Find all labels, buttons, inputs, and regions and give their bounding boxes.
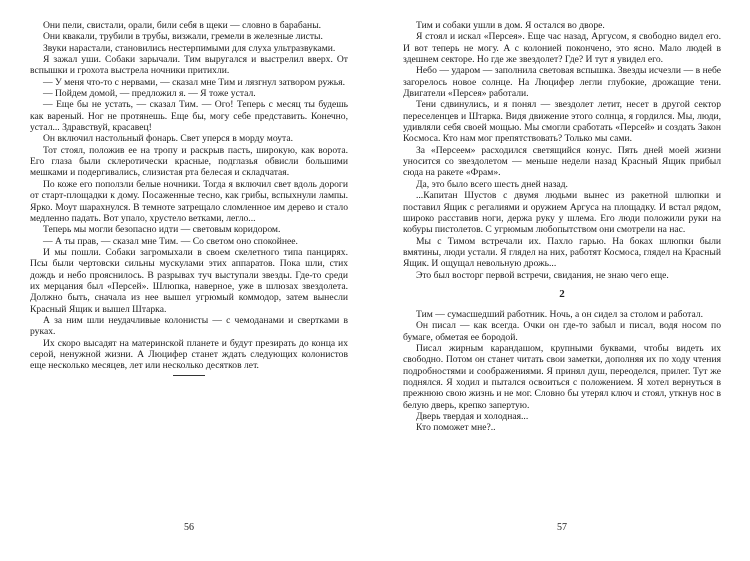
paragraph: Тим — сумасшедший работник. Ночь, а он сидел за столом и работал. <box>416 308 703 320</box>
section-end-rule <box>173 375 205 376</box>
paragraph: Писал жирным карандашом, крупными буквами, чтобы видеть их свободно. Потом он станет читать свои заметки, дополняя их по ходу чтения подробностями и соображениями. Я принял душ, переоделся, прилег. Тут же поднялся. Я ходил и пытался освоиться с положением. Я хотел вернуться в прежнюю свою жизнь и не мог. Словно бы утерял ключ и стоял, уткнув нос в белую дверь, крепко запертую. <box>403 342 721 411</box>
chapter-number: 2 <box>559 287 565 300</box>
paragraph: Тот стоял, положив ее на тропу и раскрыв пасть, широкую, как ворота. Его глаза были склеротически красные, подглазья обвисли большими мешками и подергивались, слизистая рта белесая и складчатая. <box>30 144 348 179</box>
paragraph: Их скоро высадят на материнской планете и будут презирать до конца их серой, ненужной жизни. А Люцифер станет ждать следующих колонистов еще несколько месяцев, лет или несколько десятков лет. <box>30 337 348 372</box>
paragraph: Кто поможет мне?.. <box>416 422 496 434</box>
paragraph: Они квакали, трубили в трубы, визжали, гремели в железные листы. <box>43 31 323 43</box>
page-number-left: 56 <box>184 522 194 533</box>
paragraph: Он писал — как всегда. Очки он где-то забыл и писал, водя носом по бумаге, обметая ее бородой. <box>403 320 721 343</box>
paragraph: — У меня что-то с нервами, — сказал мне Тим и лязгнул затвором ружья. <box>43 76 345 88</box>
right-page-text <box>403 20 721 434</box>
page-number-right: 57 <box>557 522 567 533</box>
paragraph: — Пойдем домой, — предложил я. — Я тоже устал. <box>43 88 256 100</box>
paragraph: По коже его поползли белые ночники. Тогда я включил свет вдоль дороги от старт-площадки к дому. Посаженные тесно, как грибы, вспыхнули лампы. Ярко. Моут шарахнулся. В темноте затрещало сломленное им дерево и стало медленно падать. Вот упало, хрустело ветками, легло... <box>30 178 348 224</box>
paragraph: Я стоял и искал «Персея». Еще час назад, Аргусом, я свободно видел его. И вот теперь не могу. А с колонией покончено, это ясно. Мало людей в здешнем секторе. Но где же звездолет? Где? И тут я увидел его. <box>403 31 721 66</box>
paragraph: ...Капитан Шустов с двумя людьми вынес из ракетной шлюпки и поставил Ящик с регалиями и оружием Аргуса на площадку. И встал рядом, широко расставив ноги, держа руку у шлема. Его люди положили руки на кобуры пистолетов. С угрюмым любопытством они смотрели на нас. <box>403 190 721 236</box>
paragraph: Теперь мы могли безопасно идти — световым коридором. <box>43 224 281 236</box>
paragraph: И мы пошли. Собаки загромыхали в своем скелетного типа панцирях. Псы были чертовски сильны мускулами этих аппаратов. Пока шли, стих дождь и небо прояснилось. В разрывах туч выступали звезды. Где-то среди их мерцания был «Персей». Шлюпка, наверное, уже в шлюзах звездолета. Должно быть, сначала из нее вышел угрюмый коммодор, затем вынесли Красный Ящик и вышел Штарка. <box>30 246 348 315</box>
paragraph: Я зажал уши. Собаки зарычали. Тим выругался и выстрелил вверх. От вспышки и грохота выстрела ночники притихли. <box>30 54 348 77</box>
paragraph: Это был восторг первой встречи, свидания, не знаю чего еще. <box>416 269 669 281</box>
paragraph: Они пели, свистали, орали, били себя в щеки — словно в барабаны. <box>43 20 322 31</box>
paragraph: За «Персеем» расходился светящийся конус. Пять дней моей жизни уносится со звездолетом — меньше недели назад Красный Ящик прибыл сюда на ракете «Фрам». <box>403 144 721 179</box>
paragraph: Дверь твердая и холодная... <box>416 411 529 422</box>
paragraph: Звуки нарастали, становились нестерпимыми для слуха ультразвуками. <box>43 42 336 54</box>
right-page <box>403 20 721 434</box>
paragraph: — А ты прав, — сказал мне Тим. — Со светом оно спокойнее. <box>43 235 298 247</box>
paragraph: Да, это было всего шесть дней назад. <box>416 178 568 190</box>
paragraph: Небо — ударом — заполнила световая вспышка. Звезды исчезли — в небе загорелось новое солнце. На Люцифер легли глубокие, дрожащие тени. Двигатели «Персея» работали. <box>403 65 721 100</box>
paragraph: Мы с Тимом встречали их. Пахло гарью. На боках шлюпки были вмятины, люди устали. Я глядел на них, работят Космоса, глядел на Красный Ящик. И ощущал невольную дрожь... <box>403 235 721 270</box>
paragraph: Он включил настольный фонарь. Свет уперся в морду моута. <box>43 133 294 145</box>
left-page-text <box>30 20 348 376</box>
paragraph: — Еще бы не устать, — сказал Тим. — Ого! Теперь с месяц ты будешь как вареный. Ног не протянешь. Еще бы, могу себе представить. Конечно, устал... Здравствуй, красавец! <box>30 99 348 134</box>
left-page <box>30 20 348 376</box>
paragraph: А за ним шли неудачливые колонисты — с чемоданами и свертками в руках. <box>30 314 348 338</box>
paragraph: Тени сдвинулись, и я понял — звездолет летит, несет в другой сектор переселенцев и Штарка. Видя движение этого солнца, я гордился. Мы, люди, удивляли себя своей мощью. Мы смогли сработать «Персей» и создать Закон Космоса. Кто нам мог препятствовать? Только мы сами. <box>403 99 721 145</box>
paragraph: Тим и собаки ушли в дом. Я остался во дворе. <box>416 20 605 31</box>
